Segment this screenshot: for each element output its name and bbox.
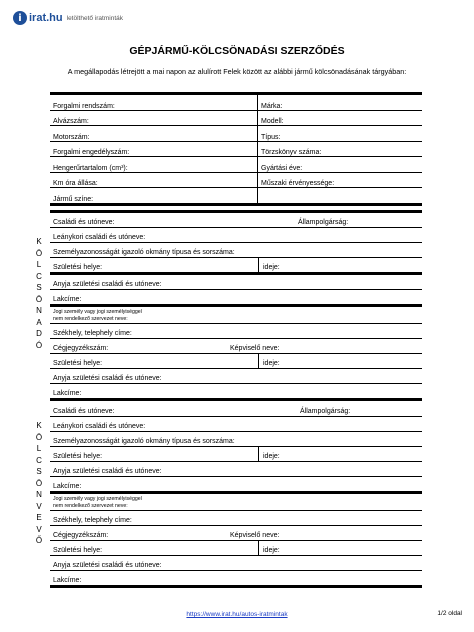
borrower-mother-row[interactable]: Anyja születési családi és utóneve: [50,462,422,477]
table-row [50,157,422,173]
borrower-section [50,402,422,588]
table-row [50,141,422,157]
make-field[interactable]: Márka: [258,94,423,111]
empty-field [258,188,423,205]
odometer-field[interactable]: Km óra állása: [50,172,258,188]
lender-address-row[interactable]: Lakcíme: [50,290,422,307]
brand-name: irat.hu [29,12,63,24]
borrower-birth2-row[interactable]: Születési helye: ideje: [50,541,422,556]
lender-id-row[interactable]: Személyazonosságát igazoló okmány típusa és sorszáma: [53,249,235,256]
lender-address2-row[interactable]: Lakcíme: [50,384,422,401]
borrower-id-row[interactable]: Személyazonosságát igazoló okmány típusa és sorszáma: [53,438,235,445]
model-field[interactable]: Modell: [258,110,423,126]
borrower-side-label: K Ö L C S Ö N V E V Ő [35,421,43,545]
borrower-address-row[interactable]: Lakcíme: [50,477,422,494]
page-number: 1/2 oldal [437,610,462,617]
lender-section [50,210,422,401]
displacement-field[interactable]: Hengerűrtartalom (cm³): [50,157,258,173]
brand-tagline: letölthető iratminták [66,14,123,22]
lender-birth-row[interactable]: Születési helye: ideje: [50,257,422,275]
borrower-mother2-row[interactable]: Anyja születési családi és utóneve: [50,556,422,571]
type-field[interactable]: Típus: [258,126,423,142]
lender-side-label: K Ö L C S Ö N A D Ó [35,237,43,350]
borrower-seat-row[interactable]: Székhely, telephely címe: [50,511,422,526]
inspection-field[interactable]: Műszaki érvényessége: [258,172,423,188]
borrower-maiden-row[interactable]: Leánykori családi és utóneve: [50,417,422,432]
table-row [50,188,422,205]
footer-link[interactable]: https://www.irat.hu/autos-iratmintak [186,611,288,618]
lender-name-row[interactable]: Családi és utóneve: Állampolgárság: [50,210,422,228]
table-row [50,172,422,188]
document-title: GÉPJÁRMŰ-KÖLCSÖNADÁSI SZERZŐDÉS [129,45,345,57]
logo-icon: i [13,11,27,25]
lender-mother-row[interactable]: Anyja születési családi és utóneve: [50,275,422,290]
table-row [50,94,422,111]
borrower-name-row[interactable]: Családi és utóneve: Állampolgárság: [50,402,422,417]
borrower-address2-row[interactable]: Lakcíme: [50,571,422,588]
year-field[interactable]: Gyártási éve: [258,157,423,173]
brand-logo [13,11,123,25]
logbook-field[interactable]: Törzskönyv száma: [258,141,423,157]
borrower-regno-row[interactable]: Cégjegyzékszám: Képviselő neve: [50,526,422,541]
registration-field[interactable]: Forgalmi engedélyszám: [50,141,258,157]
borrower-org-row[interactable]: Jogi személy vagy jogi személyiséggel nem rendelkező szervezet neve: [50,494,422,511]
engine-no-field[interactable]: Motorszám: [50,126,258,142]
lender-maiden-row[interactable]: Leánykori családi és utóneve: [50,228,422,243]
borrower-birth-row[interactable]: Születési helye: ideje: [50,446,422,462]
lender-org-row[interactable]: Jogi személy vagy jogi személyiséggel nem rendelkező szervezet neve: [50,307,422,324]
lender-seat-row[interactable]: Székhely, telephely címe: [50,324,422,339]
lender-mother2-row[interactable]: Anyja születési családi és utóneve: [50,369,422,384]
table-row [50,110,422,126]
chassis-field[interactable]: Alvázszám: [50,110,258,126]
color-field[interactable]: Jármű színe: [50,188,258,205]
lender-birth2-row[interactable]: Születési helye: ideje: [50,354,422,369]
table-row [50,126,422,142]
intro-text: A megállapodás létrejött a mai napon az alulírott Felek között az alábbi jármű kölcsönadásának tárgyában: [67,67,407,76]
vehicle-table [50,92,422,206]
plate-field[interactable]: Forgalmi rendszám: [50,94,258,111]
lender-regno-row[interactable]: Cégjegyzékszám: Képviselő neve: [50,339,422,354]
